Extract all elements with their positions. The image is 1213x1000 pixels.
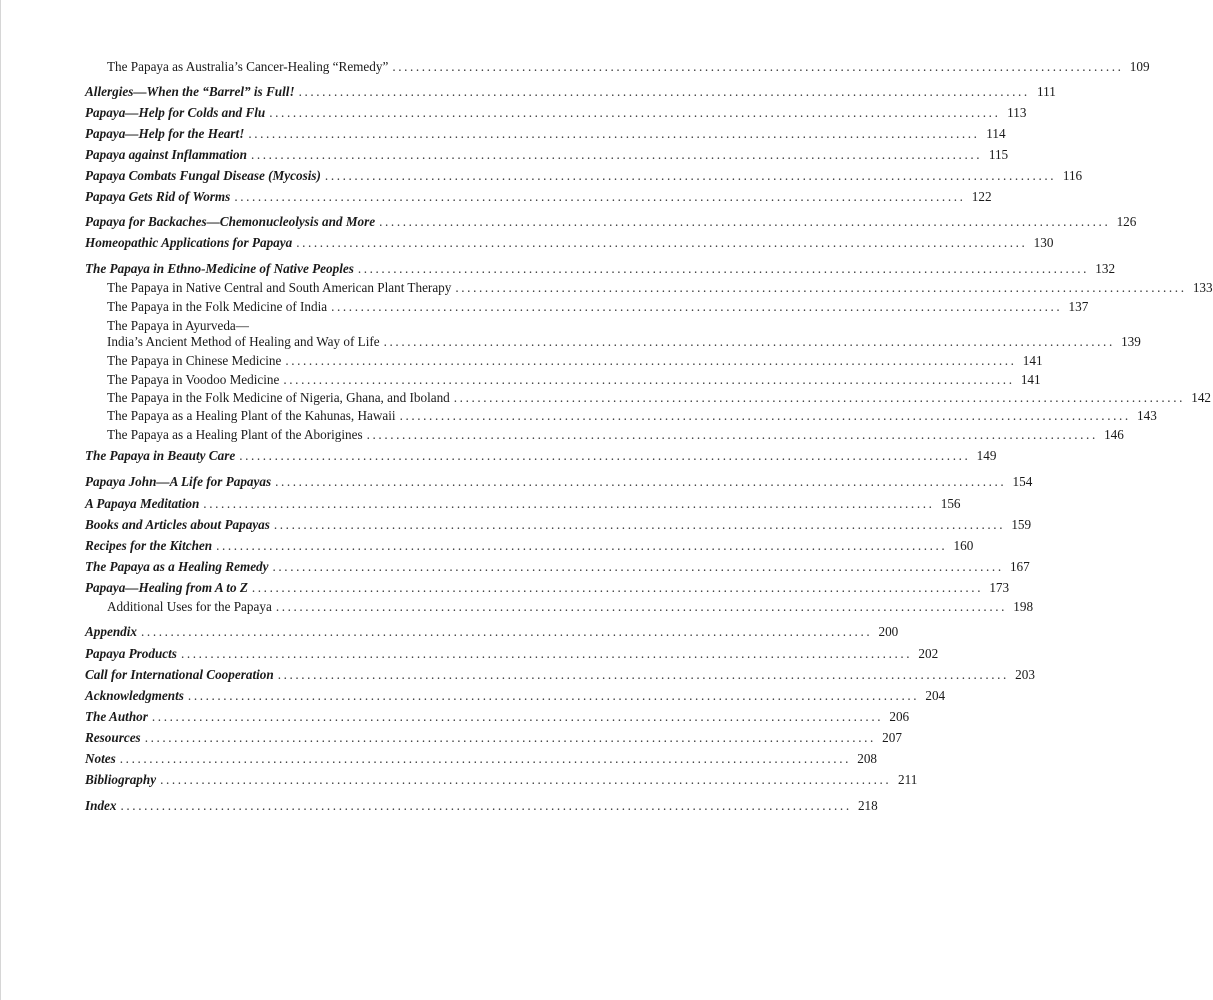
toc-entry-title: The Papaya in Native Central and South American Plant Therapy bbox=[107, 280, 452, 295]
toc-entry-page: 206 bbox=[889, 709, 910, 724]
toc-entry[interactable] bbox=[85, 167, 1083, 185]
toc-entry-title: Allergies—When the “Barrel” is Full! bbox=[85, 84, 295, 99]
dot-leader: ............................................................................................................................ bbox=[187, 688, 920, 703]
toc-entry[interactable] bbox=[85, 537, 974, 555]
toc-entry-title: The Papaya in the Folk Medicine of Nigeria, Ghana, and Iboland bbox=[107, 390, 450, 405]
dot-leader: ............................................................................................................................ bbox=[269, 105, 1001, 120]
toc-entry-title: The Papaya as Australia’s Cancer-Healing “Remedy” bbox=[107, 59, 389, 74]
toc-entry[interactable] bbox=[107, 389, 1211, 407]
toc-entry-page: 116 bbox=[1062, 168, 1083, 183]
dot-leader: ............................................................................................................................ bbox=[248, 126, 980, 141]
toc-entry[interactable] bbox=[107, 333, 1141, 351]
toc-entry-title: Call for International Cooperation bbox=[85, 667, 274, 682]
toc-entry-title: Index bbox=[85, 798, 117, 813]
dot-leader: ............................................................................................................................ bbox=[160, 772, 892, 787]
toc-entry[interactable] bbox=[107, 58, 1150, 76]
toc-entry[interactable] bbox=[107, 279, 1213, 297]
toc-entry-page: 208 bbox=[857, 751, 877, 766]
toc-entry-page: 122 bbox=[971, 189, 992, 204]
toc-entry[interactable] bbox=[85, 104, 1027, 122]
toc-entry-page: 114 bbox=[986, 126, 1006, 141]
toc-entry-page: 159 bbox=[1011, 517, 1032, 532]
dot-leader: ............................................................................................................................ bbox=[399, 408, 1131, 423]
toc-entry-page: 109 bbox=[1129, 59, 1150, 74]
toc-entry-page: 141 bbox=[1020, 372, 1041, 387]
toc-entry-title: Papaya Combats Fungal Disease (Mycosis) bbox=[85, 168, 321, 183]
toc-entry[interactable] bbox=[85, 495, 961, 513]
toc-entry-page: 133 bbox=[1192, 280, 1213, 295]
toc-entry-title: Papaya—Help for the Heart! bbox=[85, 126, 245, 141]
toc-entry[interactable] bbox=[85, 771, 918, 789]
toc-entry[interactable] bbox=[85, 666, 1035, 684]
toc-entry-title: A Papaya Meditation bbox=[85, 496, 200, 511]
toc-entry[interactable] bbox=[85, 260, 1116, 278]
toc-entry-page: 200 bbox=[878, 624, 899, 639]
toc-entry[interactable] bbox=[85, 83, 1056, 101]
toc-entry[interactable] bbox=[107, 352, 1043, 370]
dot-leader: ............................................................................................................................ bbox=[324, 168, 1057, 183]
dot-leader: ............................................................................................................................ bbox=[275, 599, 1008, 614]
toc-entry-title: Resources bbox=[85, 730, 141, 745]
toc-entry-page: 156 bbox=[940, 496, 961, 511]
toc-entry-page: 149 bbox=[976, 448, 997, 463]
dot-leader: ............................................................................................................................ bbox=[251, 580, 984, 595]
toc-entry-page: 218 bbox=[857, 798, 878, 813]
toc-entry-title: India’s Ancient Method of Healing and Way of Life bbox=[107, 334, 380, 349]
dot-leader: ............................................................................................................................ bbox=[366, 427, 1098, 442]
dot-leader: ............................................................................................................................ bbox=[250, 147, 983, 162]
dot-leader: ............................................................................................................................ bbox=[141, 624, 873, 639]
toc-entry[interactable] bbox=[107, 371, 1041, 389]
dot-leader: ............................................................................................................................ bbox=[273, 517, 1006, 532]
dot-leader: ............................................................................................................................ bbox=[298, 84, 1030, 99]
toc-entry-page: 126 bbox=[1116, 214, 1137, 229]
dot-leader: ............................................................................................................................ bbox=[203, 496, 935, 511]
toc-entry-title: Papaya against Inflammation bbox=[85, 147, 247, 162]
toc-entry-title: Papaya Products bbox=[85, 646, 177, 661]
toc-entry[interactable] bbox=[85, 797, 878, 815]
dot-leader: ............................................................................................................................ bbox=[455, 280, 1187, 295]
dot-leader: ............................................................................................................................ bbox=[392, 59, 1124, 74]
toc-entry-title: Acknowledgments bbox=[85, 688, 184, 703]
dot-leader: ............................................................................................................................ bbox=[453, 390, 1185, 405]
toc-entry-page: 137 bbox=[1068, 299, 1089, 314]
toc-entry-page: 130 bbox=[1033, 235, 1054, 250]
dot-leader: ............................................................................................................................ bbox=[239, 448, 971, 463]
toc-entry[interactable] bbox=[85, 188, 992, 206]
toc-entry-page: 132 bbox=[1095, 261, 1116, 276]
toc-entry-page: 204 bbox=[925, 688, 946, 703]
dot-leader: ............................................................................................................................ bbox=[234, 189, 966, 204]
toc-entry[interactable] bbox=[85, 558, 1030, 576]
toc-entry-page: 173 bbox=[989, 580, 1010, 595]
toc-entry-title: The Papaya as a Healing Plant of the Kahunas, Hawaii bbox=[107, 408, 396, 423]
dot-leader: ............................................................................................................................ bbox=[216, 538, 948, 553]
toc-entry-title: Papaya—Healing from A to Z bbox=[85, 580, 248, 595]
toc-entry-title: Additional Uses for the Papaya bbox=[107, 599, 272, 614]
toc-entry[interactable] bbox=[85, 234, 1054, 252]
toc-entry[interactable] bbox=[85, 579, 1010, 597]
dot-leader: ............................................................................................................................ bbox=[151, 709, 884, 724]
toc-entry-title: The Author bbox=[85, 709, 148, 724]
toc-entry[interactable] bbox=[107, 407, 1157, 425]
dot-leader: ............................................................................................................................ bbox=[357, 261, 1090, 276]
toc-entry-page: 160 bbox=[953, 538, 974, 553]
toc-entry-title: Notes bbox=[85, 751, 116, 766]
toc-entry-page: 211 bbox=[898, 772, 918, 787]
toc-entry-page: 207 bbox=[882, 730, 902, 745]
toc-entry-title: Bibliography bbox=[85, 772, 157, 787]
toc-entry-title: The Papaya as a Healing Plant of the Aborigines bbox=[107, 427, 363, 442]
toc-entry-title: Papaya Gets Rid of Worms bbox=[85, 189, 231, 204]
toc-entry-title: Papaya—Help for Colds and Flu bbox=[85, 105, 266, 120]
dot-leader: ............................................................................................................................ bbox=[119, 751, 851, 766]
toc-entry-page: 146 bbox=[1104, 427, 1124, 442]
toc-entry[interactable] bbox=[85, 645, 939, 663]
toc-entry-page: 202 bbox=[918, 646, 939, 661]
toc-entry-title: The Papaya in Voodoo Medicine bbox=[107, 372, 280, 387]
dot-leader: ............................................................................................................................ bbox=[144, 730, 876, 745]
toc-entry-page: 141 bbox=[1022, 353, 1043, 368]
toc-entry-title-line1: The Papaya in Ayurveda— bbox=[107, 318, 249, 333]
toc-entry[interactable] bbox=[85, 125, 1006, 143]
toc-entry[interactable] bbox=[85, 473, 1033, 491]
toc-entry-title: Papaya John—A Life for Papayas bbox=[85, 474, 272, 489]
toc-entry-title: The Papaya in Beauty Care bbox=[85, 448, 236, 463]
toc-entry[interactable] bbox=[85, 146, 1009, 164]
toc-entry[interactable] bbox=[85, 623, 899, 641]
dot-leader: ............................................................................................................................ bbox=[277, 667, 1009, 682]
toc-entry-page: 142 bbox=[1191, 390, 1211, 405]
dot-leader: ............................................................................................................................ bbox=[383, 334, 1115, 349]
dot-leader: ............................................................................................................................ bbox=[379, 214, 1111, 229]
toc-entry-title: Appendix bbox=[85, 624, 138, 639]
dot-leader: ............................................................................................................................ bbox=[285, 353, 1017, 368]
toc-entry-title: Homeopathic Applications for Papaya bbox=[85, 235, 293, 250]
toc-entry[interactable] bbox=[85, 447, 997, 465]
dot-leader: ............................................................................................................................ bbox=[275, 474, 1007, 489]
toc-entry[interactable] bbox=[107, 426, 1124, 444]
toc-entry-page: 111 bbox=[1036, 84, 1056, 99]
toc-entry-page: 198 bbox=[1013, 599, 1034, 614]
toc-entry-title: Recipes for the Kitchen bbox=[85, 538, 213, 553]
toc-entry-page: 139 bbox=[1121, 334, 1141, 349]
toc-entry-page: 203 bbox=[1015, 667, 1035, 682]
toc-entry[interactable] bbox=[85, 213, 1137, 231]
dot-leader: ............................................................................................................................ bbox=[272, 559, 1004, 574]
dot-leader: ............................................................................................................................ bbox=[283, 372, 1015, 387]
toc-entry-title: The Papaya as a Healing Remedy bbox=[85, 559, 269, 574]
toc-entry-page: 154 bbox=[1012, 474, 1033, 489]
toc-entry-title: Books and Articles about Papayas bbox=[85, 517, 270, 532]
dot-leader: ............................................................................................................................ bbox=[296, 235, 1028, 250]
toc-entry[interactable] bbox=[107, 598, 1034, 616]
dot-leader: ............................................................................................................................ bbox=[120, 798, 852, 813]
dot-leader: ............................................................................................................................ bbox=[331, 299, 1063, 314]
toc-entry[interactable] bbox=[107, 298, 1089, 316]
toc-entry[interactable] bbox=[85, 687, 946, 705]
toc-entry[interactable] bbox=[85, 708, 910, 726]
toc-entry-page: 143 bbox=[1137, 408, 1157, 423]
toc-entry-title: The Papaya in the Folk Medicine of India bbox=[107, 299, 328, 314]
toc-entry[interactable] bbox=[85, 750, 877, 768]
toc-entry-page: 115 bbox=[988, 147, 1009, 162]
toc-entry[interactable] bbox=[85, 516, 1032, 534]
toc-entry-page: 167 bbox=[1009, 559, 1030, 574]
toc-entry-page: 113 bbox=[1007, 105, 1027, 120]
page-edge bbox=[0, 0, 1, 1000]
toc-entry[interactable] bbox=[85, 729, 902, 747]
dot-leader: ............................................................................................................................ bbox=[180, 646, 913, 661]
toc-entry-title: The Papaya in Chinese Medicine bbox=[107, 353, 282, 368]
toc-entry-title: Papaya for Backaches—Chemonucleolysis and More bbox=[85, 214, 376, 229]
toc-entry-title: The Papaya in Ethno-Medicine of Native Peoples bbox=[85, 261, 354, 276]
